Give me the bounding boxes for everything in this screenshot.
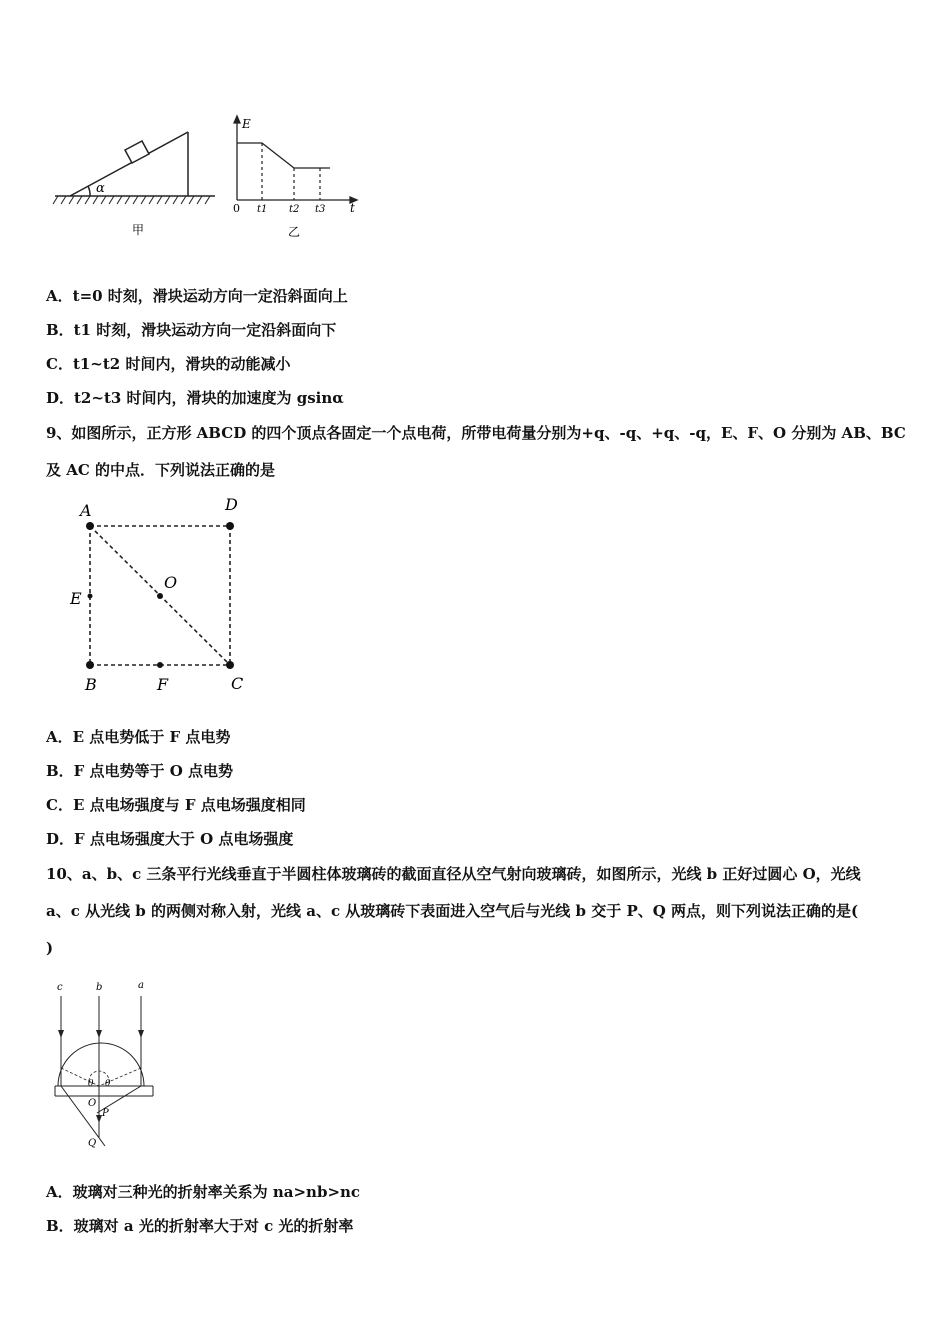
q9-stem-line2: 及 AC 的中点．下列说法正确的是 — [46, 461, 276, 479]
point-b-label: B — [85, 675, 97, 694]
q10-stem-line3: ) — [46, 939, 54, 957]
q10-stem-line1: 10、a、b、c 三条平行光线垂直于半圆柱体玻璃砖的截面直径从空气射向玻璃砖，如图所示，光线 b 正好过圆心 O，光线 — [46, 865, 861, 883]
incline-figure — [50, 120, 220, 240]
graph-caption: 乙 — [288, 225, 301, 239]
tick-t1: t1 — [257, 204, 268, 215]
point-f-label: F — [157, 675, 169, 694]
q9-option-d: D．F 点电场强度大于 O 点电场强度 — [46, 830, 294, 848]
q9-option-c: C．E 点电场强度与 F 点电场强度相同 — [46, 796, 306, 814]
axis-t-label: t — [350, 201, 355, 215]
point-q-label: Q — [88, 1138, 97, 1149]
q8-option-d: D．t2~t3 时间内，滑块的加速度为 gsinα — [46, 389, 344, 407]
q9-option-b: B．F 点电势等于 O 点电势 — [46, 762, 234, 780]
q8-option-b: B．t1 时刻，滑块运动方向一定沿斜面向下 — [46, 321, 337, 339]
tick-t3: t3 — [315, 204, 326, 215]
q10-option-a: A．玻璃对三种光的折射率关系为 na>nb>nc — [46, 1183, 361, 1201]
q10-stem-line2: a、c 从光线 b 的两侧对称入射，光线 a、c 从玻璃砖下表面进入空气后与光线 b 交于 P、Q 两点，则下列说法正确的是( — [46, 902, 859, 920]
q8-option-a: A．t=0 时刻，滑块运动方向一定沿斜面向上 — [46, 287, 348, 305]
tick-t2: t2 — [289, 204, 300, 215]
incline-caption: 甲 — [132, 223, 145, 237]
angle-theta-left: θ — [88, 1079, 94, 1089]
q9-stem-line1: 9、如图所示，正方形 ABCD 的四个顶点各固定一个点电荷，所带电荷量分别为+q、-q、+q、-q，E、F、O 分别为 AB、BC — [46, 424, 906, 442]
q10-option-b: B．玻璃对 a 光的折射率大于对 c 光的折射率 — [46, 1217, 354, 1235]
ray-c-label: c — [57, 982, 63, 993]
point-d-label: D — [225, 495, 238, 514]
point-e-label: E — [70, 589, 82, 608]
point-o-label: O — [164, 573, 178, 592]
angle-alpha-label: α — [96, 181, 105, 196]
point-c-label: C — [231, 674, 244, 693]
glass-semicylinder-figure — [45, 978, 165, 1153]
ray-a-label: a — [138, 980, 144, 991]
point-p-label: P — [102, 1108, 109, 1119]
square-charges-figure — [60, 492, 260, 702]
point-o-glass: O — [88, 1098, 97, 1109]
q8-option-c: C．t1~t2 时间内，滑块的动能减小 — [46, 355, 291, 373]
q9-option-a: A．E 点电势低于 F 点电势 — [46, 728, 231, 746]
energy-time-graph — [226, 112, 366, 242]
point-a-label: A — [80, 501, 92, 520]
tick-0: 0 — [233, 202, 240, 215]
ray-b-label: b — [96, 982, 103, 993]
axis-e-label: E — [242, 117, 251, 131]
angle-theta-right: θ — [105, 1079, 111, 1089]
